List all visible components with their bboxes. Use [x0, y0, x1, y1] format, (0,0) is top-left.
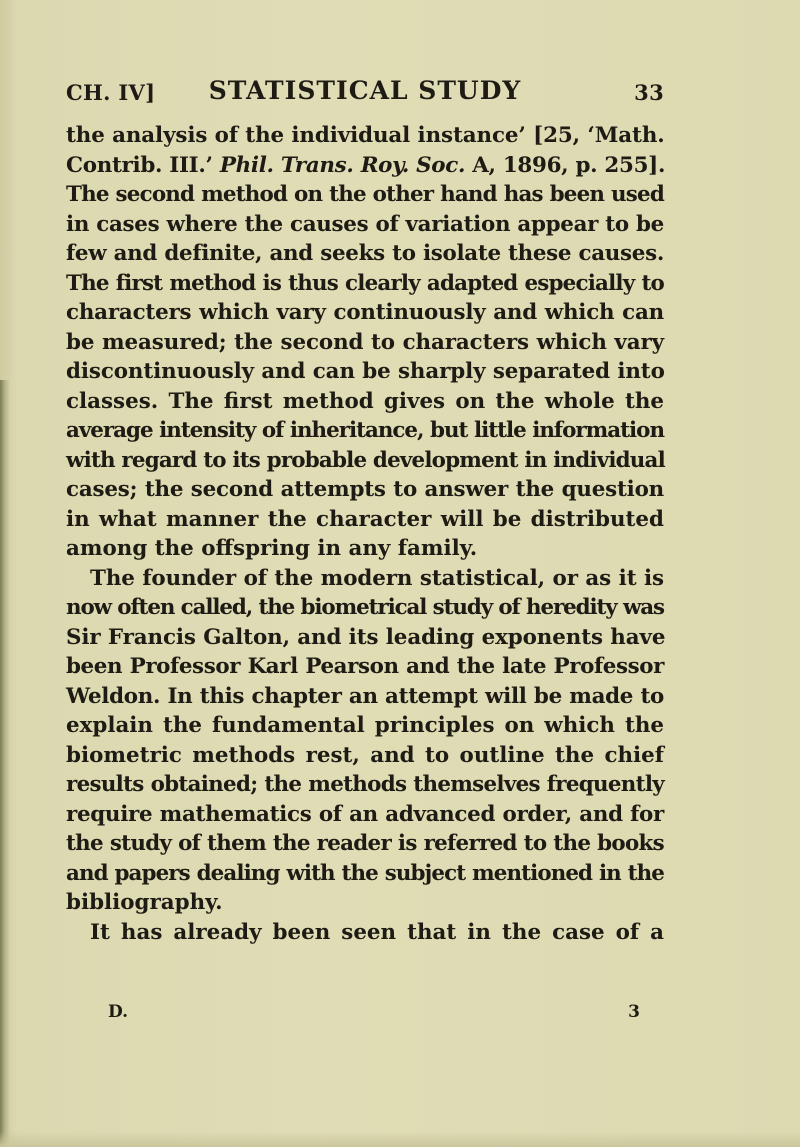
text-line-2-start: Contrib. III.’ [66, 152, 220, 178]
text-line-16: The founder of the modern statistical, or as it is [90, 565, 664, 591]
page-number: 33 [634, 80, 664, 105]
journal-title-italic: Phil. Trans. Roy. Soc. [219, 152, 466, 178]
text-line-23: results obtained; the methods themselves frequently [66, 772, 664, 797]
text-line-24: require mathematics of an advanced order, and for [66, 801, 664, 827]
text-line-2 [66, 151, 664, 181]
text-line-2-end: A, 1896, p. 255]. [465, 152, 666, 178]
text-line-11: average intensity of inheritance, but little information [66, 418, 664, 443]
text-line-14: in what manner the character will be distributed [66, 506, 664, 532]
text-line-10: classes. The first method gives on the whole the [66, 388, 664, 414]
signature-number: 3 [628, 1002, 640, 1022]
text-line-19: been Professor Karl Pearson and the late Professor [66, 654, 664, 679]
text-line-1: the analysis of the individual instance’ [25, ‘Math. [66, 123, 665, 148]
chapter-label: CH. IV] [66, 80, 156, 105]
printer-signature: D. [108, 1002, 129, 1022]
text-line-3: The second method on the other hand has been used [66, 182, 664, 207]
running-header [66, 76, 664, 110]
text-line-12: with regard to its probable development in individual [66, 447, 665, 473]
text-line-13: cases; the second attempts to answer the question [66, 477, 664, 502]
text-line-18: Sir Francis Galton, and its leading exponents have [66, 624, 666, 650]
text-line-15: among the offspring in any family. [66, 536, 478, 561]
running-title: STATISTICAL STUDY [208, 76, 522, 105]
spine-shadow [0, 380, 10, 1147]
text-line-25: the study of them the reader is referred to the books [66, 831, 664, 856]
text-line-5: few and definite, and seeks to isolate these causes. [66, 241, 664, 266]
text-line-22: biometric methods rest, and to outline the chief [66, 742, 664, 768]
text-line-7: characters which vary continuously and which can [66, 300, 664, 325]
page-footer [108, 1002, 640, 1028]
text-line-6: The first method is thus clearly adapted especially to [66, 270, 664, 296]
text-line-28: It has already been seen that in the case of a [90, 919, 664, 945]
text-line-26: and papers dealing with the subject mentioned in the [66, 860, 664, 886]
text-line-20: Weldon. In this chapter an attempt will be made to [66, 683, 664, 709]
text-line-9: discontinuously and can be sharply separated into [66, 359, 665, 384]
body-text [66, 121, 664, 947]
text-line-8: be measured; the second to characters which vary [66, 329, 664, 355]
text-line-4: in cases where the causes of variation appear to be [66, 211, 664, 237]
page-bottom-edge [0, 1131, 800, 1147]
text-line-21: explain the fundamental principles on which the [66, 713, 664, 738]
text-line-17: now often called, the biometrical study of heredity was [66, 595, 664, 620]
text-line-27: bibliography. [66, 890, 223, 915]
